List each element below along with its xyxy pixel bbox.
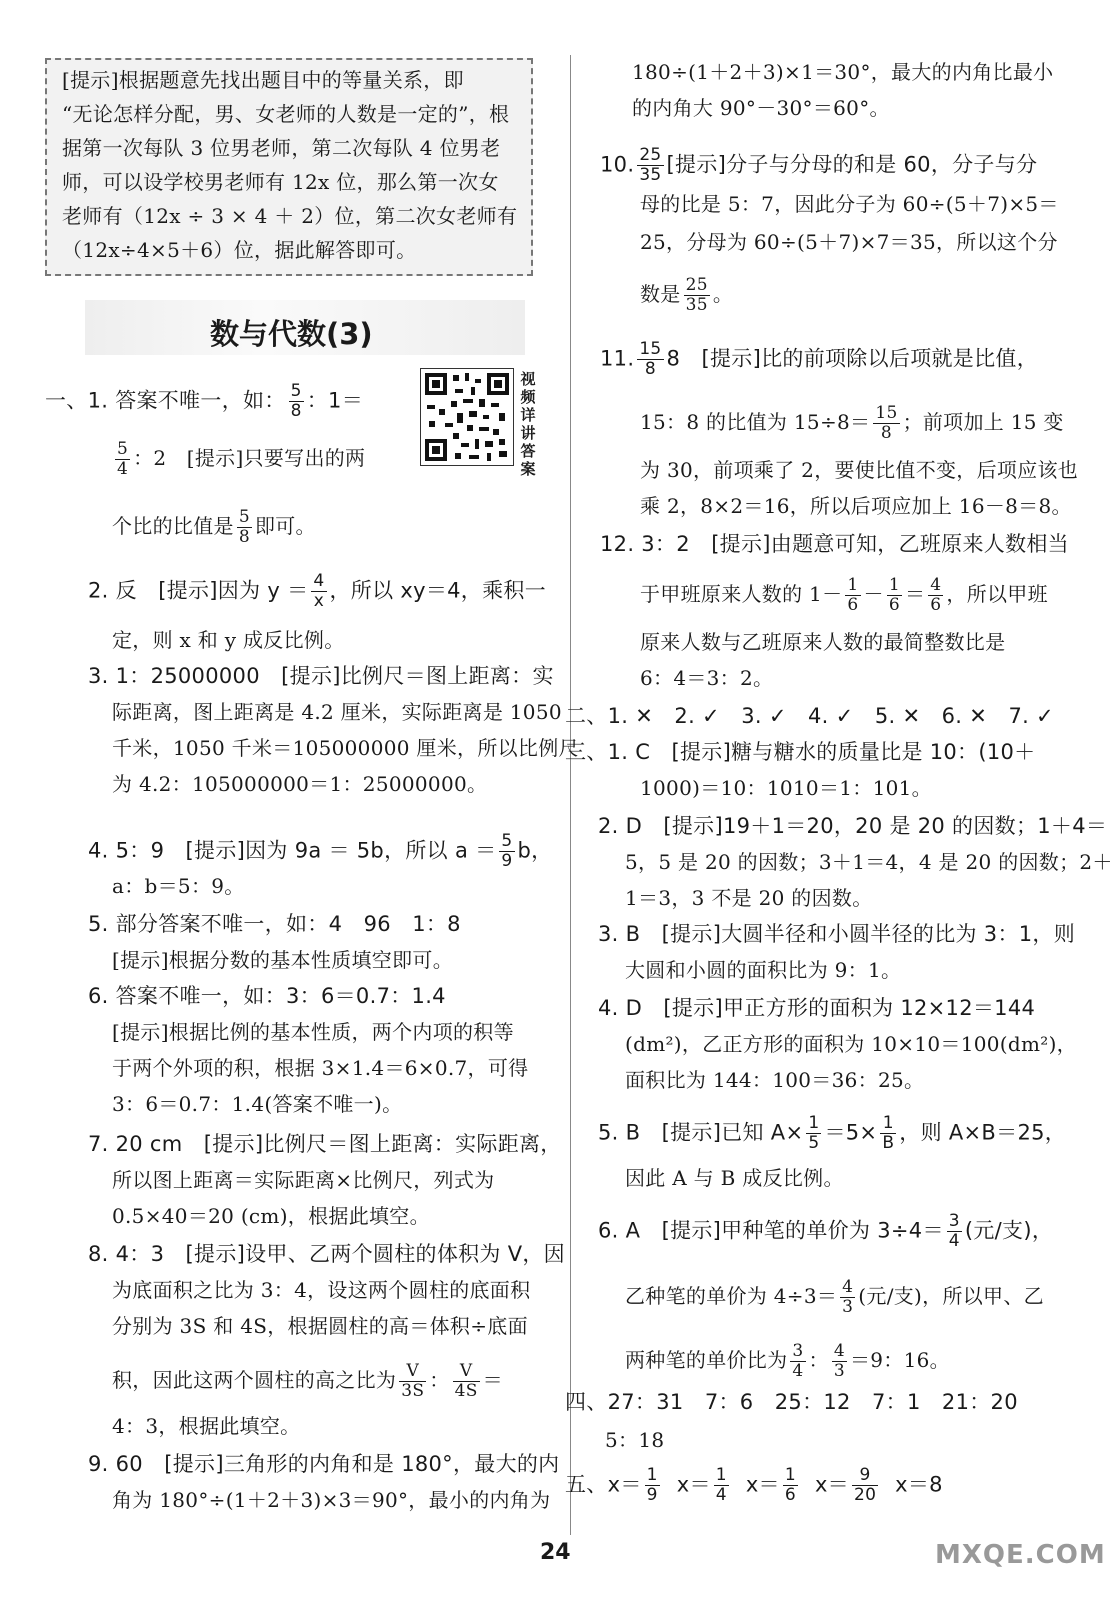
answer-line: 个比的比值是 $\frac{5}{8}$ 即可。 — [112, 507, 316, 547]
answer-line: 5：18 — [605, 1428, 665, 1452]
answer-line: 6. A [提示]甲种笔的单价为 3÷4＝ $\frac{3}{4}$ (元/支)， — [598, 1211, 1054, 1251]
fraction: $\frac{15}{8}$ — [875, 403, 898, 443]
answer-line: 为 4.2：105000000＝1：25000000。 — [112, 772, 488, 796]
answer-line: 为底面积之比为 3：4，设这两个圆柱的底面积 — [112, 1278, 531, 1302]
fraction: $\frac{V}{3S}$ — [401, 1361, 425, 1401]
fraction: $\frac{V}{4S}$ — [454, 1361, 478, 1401]
answer-line: a：b＝5：9。 — [112, 874, 245, 898]
fraction: $\frac{1}{5}$ — [808, 1113, 820, 1153]
tip-line: （12x÷4×5＋6）位，据此解答即可。 — [62, 238, 417, 262]
answer-line: 原来人数与乙班原来人数的最简整数比是 — [640, 630, 1006, 654]
fraction: $\frac{5}{9}$ — [501, 831, 513, 871]
answer-line: 0.5×40＝20 (cm)，根据此填空。 — [112, 1204, 430, 1228]
fraction: $\frac{25}{35}$ — [639, 145, 662, 185]
answer-line: 母的比是 5：7，因此分子为 60÷(5＋7)×5＝ — [640, 192, 1059, 216]
answer-line: 于甲班原来人数的 1－ $\frac{1}{6}$ － $\frac{1}{6}$ ＝ $\frac{4}{6}$ ，所以甲班 — [640, 575, 1048, 615]
answer-line: 数是 $\frac{25}{35}$ 。 — [640, 275, 734, 315]
fraction: $\frac{25}{35}$ — [685, 275, 708, 315]
answer-line: 二、1. ✕ 2. ✓ 3. ✓ 4. ✓ 5. ✕ 6. ✕ 7. ✓ — [565, 704, 1054, 728]
answer-line: 15：8 的比值为 15÷8＝ $\frac{15}{8}$ ；前项加上 15 变 — [640, 403, 1064, 443]
fraction: $\frac{1}{4}$ — [715, 1465, 727, 1505]
answer-line: 5. B [提示]已知 A× $\frac{1}{5}$ ＝5× $\frac{1}{B}$ ，则 A×B＝25， — [598, 1113, 1067, 1153]
fraction: $\frac{4}{3}$ — [842, 1277, 854, 1317]
qr-code-icon[interactable] — [420, 368, 514, 466]
answer-line: 3：6＝0.7：1.4(答案不唯一)。 — [112, 1092, 403, 1116]
answer-line: 1＝3，3 不是 20 的因数。 — [625, 886, 873, 910]
answer-line: 4. D [提示]甲正方形的面积为 12×12＝144 — [598, 996, 1036, 1020]
fraction: $\frac{15}{8}$ — [639, 339, 662, 379]
answer-line: 2. D [提示]19＋1＝20，20 是 20 的因数；1＋4＝ — [598, 814, 1108, 838]
fraction: $\frac{1}{B}$ — [882, 1113, 895, 1153]
tip-line: “无论怎样分配，男、女老师的人数是一定的”，根 — [62, 102, 510, 126]
answer-line: 3. B [提示]大圆半径和小圆半径的比为 3：1，则 — [598, 922, 1075, 946]
answer-line: 6. 答案不唯一，如：3：6＝0.7：1.4 — [88, 984, 446, 1008]
fraction: $\frac{1}{6}$ — [847, 575, 859, 615]
tip-line: [提示]根据题意先找出题目中的等量关系，即 — [62, 68, 464, 92]
answer-line: 1000)＝10：1010＝1：101。 — [640, 776, 932, 800]
answer-line: 6：4＝3：2。 — [640, 666, 774, 690]
answer-line: [提示]根据比例的基本性质，两个内项的积等 — [112, 1020, 514, 1044]
fraction: $\frac{4}{3}$ — [833, 1341, 845, 1381]
answer-line: 8. 4：3 [提示]设甲、乙两个圆柱的体积为 V，因 — [88, 1242, 565, 1266]
watermark: MXQE.COM — [935, 1540, 1106, 1570]
fraction: $\frac{4}{6}$ — [930, 575, 942, 615]
answer-line: 乙种笔的单价为 4÷3＝ $\frac{4}{3}$ (元/支)，所以甲、乙 — [625, 1277, 1044, 1317]
answer-line: 定，则 x 和 y 成反比例。 — [112, 628, 345, 652]
answer-line: 于两个外项的积，根据 3×1.4＝6×0.7，可得 — [112, 1056, 529, 1080]
answer-line: 一、1. 答案不唯一，如： $\frac{5}{8}$ ：1＝ — [45, 381, 364, 421]
answer-line: 为 30，前项乘了 2，要使比值不变，后项应该也 — [640, 458, 1079, 482]
answer-line: 四、27：31 7：6 25：12 7：1 21：20 — [565, 1390, 1018, 1414]
answer-line: 4. 5：9 [提示]因为 9a ＝ 5b，所以 a ＝ $\frac{5}{9}$ b， — [88, 831, 553, 871]
tip-line: 师，可以设学校男老师有 12x 位，那么第一次女 — [62, 170, 499, 194]
fraction: $\frac{3}{4}$ — [948, 1211, 960, 1251]
answer-line: 因此 A 与 B 成反比例。 — [625, 1166, 844, 1190]
tip-line: 老师有（12x ÷ 3 × 4 ＋ 2）位，第二次女老师有 — [62, 204, 518, 228]
answer-line: 大圆和小圆的面积比为 9：1。 — [625, 958, 902, 982]
answer-line: 9. 60 [提示]三角形的内角和是 180°，最大的内 — [88, 1452, 560, 1476]
answer-line: $\frac{5}{4}$ ：2 [提示]只要写出的两 — [117, 439, 366, 479]
answer-line: 10. $\frac{25}{35}$ [提示]分子与分母的和是 60，分子与分 — [600, 145, 1038, 185]
answer-line: 乘 2，8×2＝16，所以后项应加上 16－8＝8。 — [640, 494, 1072, 518]
answer-line: 2. 反 [提示]因为 y ＝ $\frac{4}{x}$ ，所以 xy＝4，乘积一 — [88, 571, 546, 611]
answer-line: 的内角大 90°－30°＝60°。 — [632, 96, 890, 120]
fraction: $\frac{1}{6}$ — [888, 575, 900, 615]
fraction: $\frac{9}{20}$ — [853, 1465, 877, 1505]
answer-line: 两种笔的单价比为 $\frac{3}{4}$ ： $\frac{4}{3}$ ＝9：16。 — [625, 1341, 950, 1381]
fraction: $\frac{1}{6}$ — [784, 1465, 796, 1505]
column-divider — [570, 55, 571, 1535]
answer-line: 4：3，根据此填空。 — [112, 1414, 301, 1438]
fraction: $\frac{5}{8}$ — [290, 381, 302, 421]
fraction: $\frac{1}{9}$ — [646, 1465, 658, 1505]
answer-line: 面积比为 144：100＝36：25。 — [625, 1068, 925, 1092]
answer-line: 180÷(1＋2＋3)×1＝30°，最大的内角比最小 — [632, 60, 1054, 84]
fraction: $\frac{4}{x}$ — [313, 571, 325, 611]
answer-line: 5. 部分答案不唯一，如：4 96 1：8 — [88, 912, 461, 936]
fraction: $\frac{5}{4}$ — [117, 439, 129, 479]
answer-line: 角为 180°÷(1＋2＋3)×3＝90°，最小的内角为 — [112, 1488, 551, 1512]
answer-line: (dm²)，乙正方形的面积为 10×10＝100(dm²)， — [625, 1032, 1077, 1056]
fraction: $\frac{5}{8}$ — [238, 507, 250, 547]
answer-line: 12. 3：2 [提示]由题意可知，乙班原来人数相当 — [600, 532, 1069, 556]
answer-line: 际距离，图上距离是 4.2 厘米，实际距离是 1050 — [112, 700, 562, 724]
answer-line: 11. $\frac{15}{8}$ 8 [提示]比的前项除以后项就是比值， — [600, 339, 1038, 379]
answer-line: 五、x＝ $\frac{1}{9}$ x＝ $\frac{1}{4}$ x＝ $\frac{1}{6}$ x＝ $\frac{9}{20}$ x＝8 — [565, 1465, 943, 1505]
answer-line: 3. 1：25000000 [提示]比例尺＝图上距离：实 — [88, 664, 554, 688]
answer-line: 所以图上距离＝实际距离×比例尺，列式为 — [112, 1168, 495, 1192]
qr-label: 视频详讲答案 — [520, 370, 536, 478]
fraction: $\frac{3}{4}$ — [792, 1341, 804, 1381]
answer-line: 7. 20 cm [提示]比例尺＝图上距离：实际距离， — [88, 1132, 562, 1156]
answer-line: [提示]根据分数的基本性质填空即可。 — [112, 948, 454, 972]
answer-line: 25，分母为 60÷(5＋7)×7＝35，所以这个分 — [640, 230, 1058, 254]
answer-line: 分别为 3S 和 4S，根据圆柱的高＝体积÷底面 — [112, 1314, 528, 1338]
answer-line: 三、1. C [提示]糖与糖水的质量比是 10：(10＋ — [565, 740, 1036, 764]
page-number: 24 — [540, 1540, 571, 1565]
answer-line: 5，5 是 20 的因数；3＋1＝4，4 是 20 的因数；2＋ — [625, 850, 1113, 874]
tip-line: 据第一次每队 3 位男老师，第二次每队 4 位男老 — [62, 136, 501, 160]
answer-line: 积，因此这两个圆柱的高之比为 $\frac{V}{3S}$ ： $\frac{V}{4S}$ ＝ — [112, 1361, 503, 1401]
answer-line: 千米，1050 千米＝105000000 厘米，所以比例尺 — [112, 736, 579, 760]
section-title: 数与代数(3) — [210, 317, 373, 351]
